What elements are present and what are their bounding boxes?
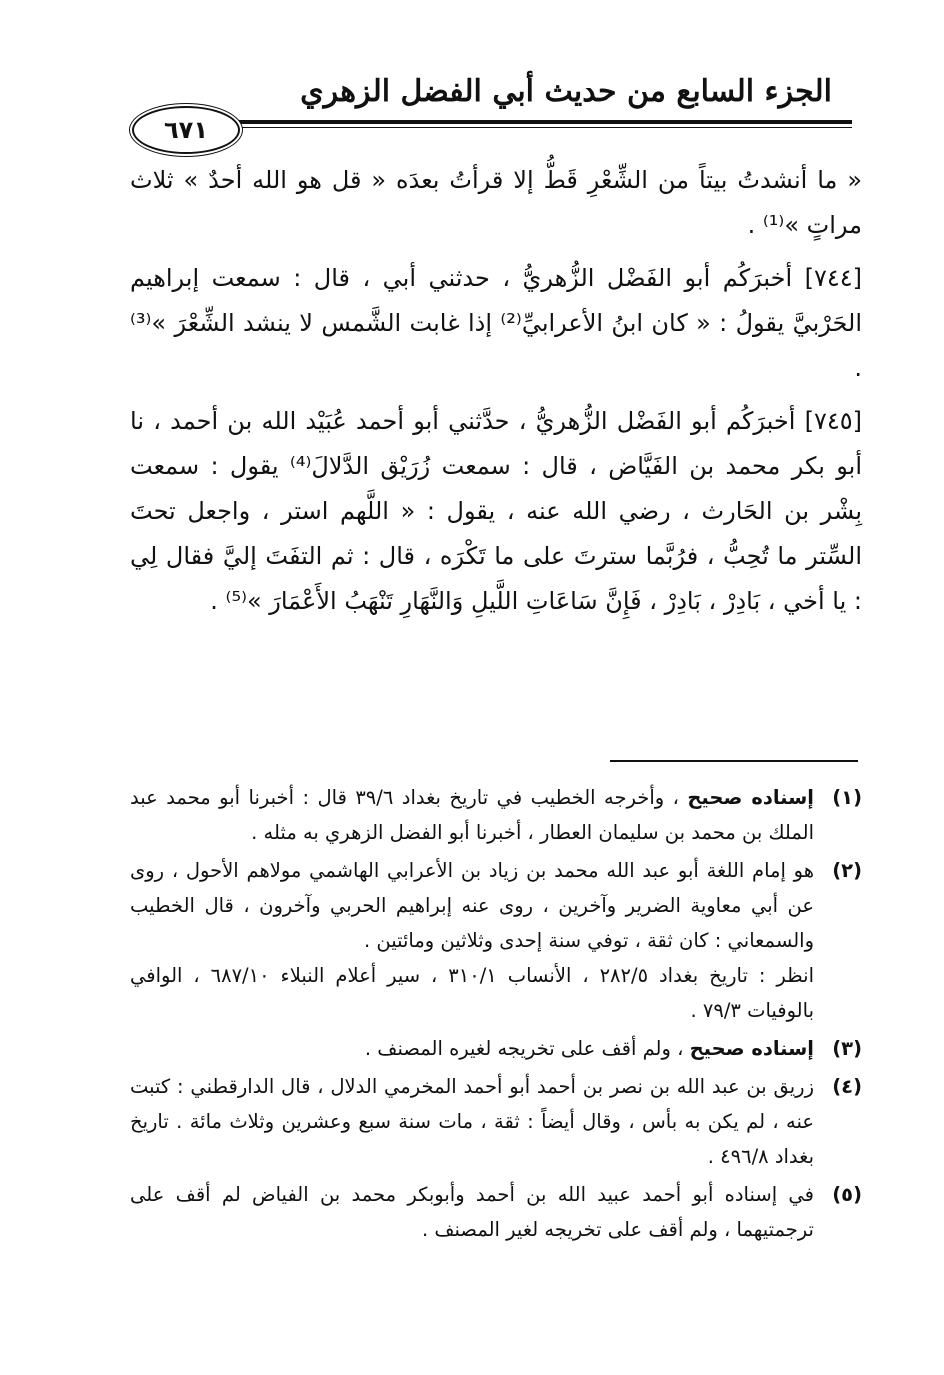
footnotes bbox=[130, 780, 862, 1250]
footnote-body bbox=[130, 1177, 814, 1247]
footnote-body bbox=[130, 853, 814, 1028]
footnote-body bbox=[130, 1069, 814, 1174]
running-header bbox=[132, 66, 852, 146]
footnote bbox=[130, 1069, 862, 1174]
footnote-number: (١) bbox=[832, 786, 862, 809]
footnote-text: ، ولم أقف على تخريجه لغيره المصنف . bbox=[364, 1037, 684, 1060]
footnote bbox=[130, 1031, 862, 1066]
footnote-text: ، وأخرجه الخطيب في تاريخ بغداد ٣٩/٦ قال : أخبرنا أبو محمد عبد الملك بن محمد بن سليمان العطار ، أخبرنا أبو الفضل الزهري به مثله . bbox=[130, 786, 814, 844]
footnote-number: (٤) bbox=[832, 1075, 862, 1098]
footnote-text: هو إمام اللغة أبو عبد الله محمد بن زياد بن الأعرابي الهاشمي مولاهم الأحول ، روى عن أبي معاوية الضرير وآخرين ، روى عنه إبراهيم الحربي وآخرون ، قال الخطيب والسمعاني : كان ثقة ، توفي سنة إحدى وثلاثين ومائتين . bbox=[130, 859, 814, 952]
footnote-lead: إسناده صحيح bbox=[689, 1037, 814, 1060]
header-rule-thin bbox=[227, 127, 852, 128]
footnote-body bbox=[130, 1031, 814, 1066]
paragraph: [٧٤٥] أخبرَكُم أبو الفَضْل الزُّهريُّ ، حدَّثني أبو أحمد عُبَيْد الله بن أحمد ، نا أبو بكر محمد بن الفَيَّاض ، قال : سمعت زُرَيْق الدَّلالَ⁽⁴⁾ يقول : سمعت بِشْر بن الحَارث ، رضي الله عنه ، يقول : « اللَّهم استر ، واجعل تحتَ السِّتر ما تُحِبُّ ، فرُبَّما سترتَ على ما تَكْرَه ، قال : ثم التفَتَ إليَّ فقال لِي : يا أخي ، بَادِرْ ، بَادِرْ ، فَإِنَّ سَاعَاتِ اللَّيلِ وَالنَّهَارِ تَنْهَبُ الأَعْمَارَ »⁽⁵⁾ . bbox=[130, 407, 863, 615]
footnote-number: (٥) bbox=[832, 1183, 862, 1206]
footnote-number: (٢) bbox=[832, 859, 862, 882]
footnote bbox=[130, 853, 862, 1028]
footnote bbox=[130, 780, 862, 850]
footnote-body bbox=[130, 780, 814, 850]
main-text bbox=[130, 158, 862, 632]
footnote-number: (٣) bbox=[832, 1037, 862, 1060]
footnote-text: في إسناده أبو أحمد عبيد الله بن أحمد وأبوبكر محمد بن الفياض لم أقف على ترجمتيهما ، ولم أقف على تخريجه لغير المصنف . bbox=[130, 1183, 814, 1241]
footnote-text: زريق بن عبد الله بن نصر بن أحمد أبو أحمد المخرمي الدلال ، قال الدارقطني : كتبت عنه ، لم يكن به بأس ، وقال أيضاً : ثقة ، مات سنة سبع وعشرين وثلاث مائة . تاريخ بغداد ٤٩٦/٨ . bbox=[130, 1075, 814, 1168]
page-number-badge bbox=[132, 106, 240, 154]
paragraph: [٧٤٤] أخبرَكُم أبو الفَضْل الزُّهريُّ ، حدثني أبي ، قال : سمعت إبراهيم الحَرْبيَّ يقولُ : « كان ابنُ الأعرابيِّ⁽²⁾ إذا غابت الشَّمس لا ينشد الشِّعْرَ »⁽³⁾ . bbox=[130, 264, 862, 382]
footnote-lead: إسناده صحيح bbox=[687, 786, 814, 809]
footnote-separator bbox=[610, 760, 858, 762]
page-number: ٦٧١ bbox=[164, 116, 208, 144]
footnote-reference: انظر : تاريخ بغداد ٢٨٢/٥ ، الأنساب ٣١٠/١ ، سير أعلام النبلاء ٦٨٧/١٠ ، الوافي بالوفيات ٧٩/٣ . bbox=[130, 964, 814, 1022]
header-title: الجزء السابع من حديث أبي الفضل الزهري bbox=[300, 74, 832, 109]
footnote bbox=[130, 1177, 862, 1247]
header-rule bbox=[227, 120, 852, 124]
paragraph: « ما أنشدتُ بيتاً من الشِّعْرِ قَطُّ إلا قرأتُ بعدَه « قل هو الله أحدٌ » ثلاث مراتٍ »⁽¹⁾ . bbox=[130, 166, 862, 239]
